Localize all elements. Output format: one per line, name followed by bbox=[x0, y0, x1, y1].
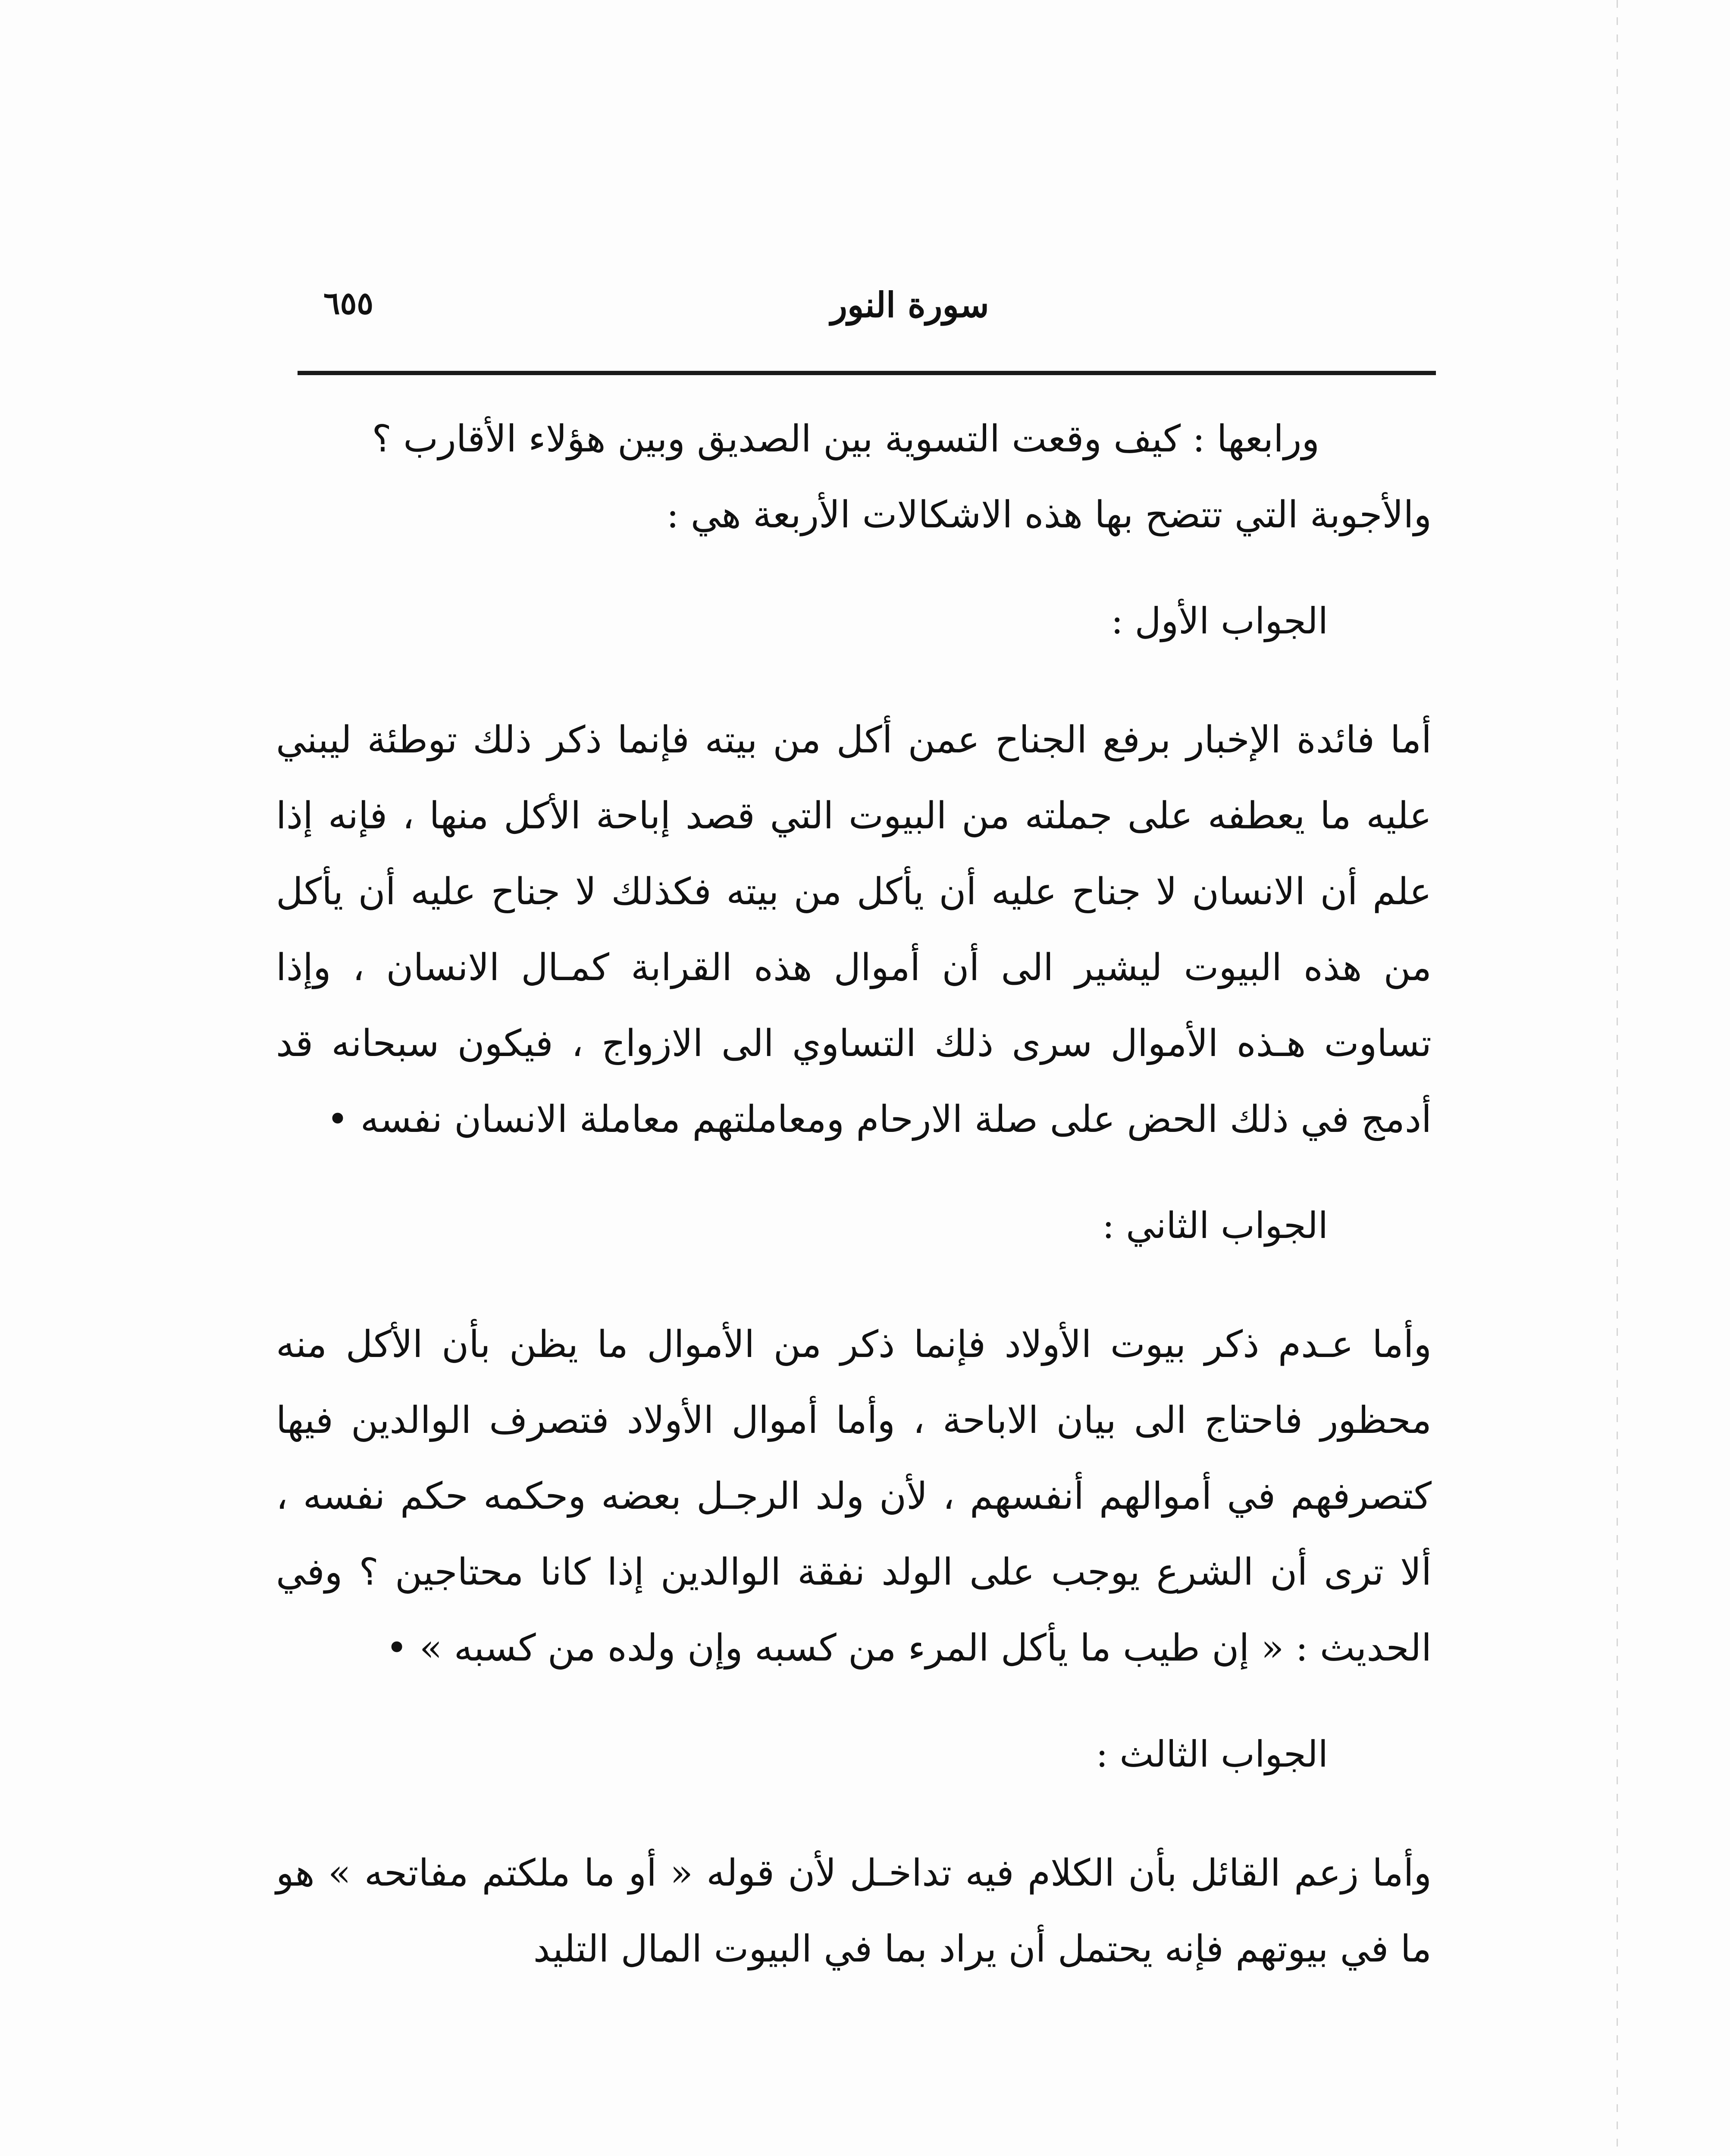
page-number: ٦٥٥ bbox=[323, 285, 374, 321]
page-header bbox=[298, 276, 1436, 354]
answer-3-heading: الجواب الثالث : bbox=[1096, 1733, 1328, 1775]
spacer bbox=[276, 1686, 1432, 1716]
answer-1-heading: الجواب الأول : bbox=[1111, 600, 1328, 642]
spacer bbox=[276, 1157, 1432, 1188]
spacer bbox=[276, 553, 1432, 583]
answer-2-heading: الجواب الثاني : bbox=[1102, 1204, 1328, 1247]
header-divider bbox=[298, 371, 1436, 375]
intro-line-2: والأجوبة التي تتضح بها هذه الاشكالات الأربعة هي : bbox=[666, 493, 1432, 536]
answer-2-paragraph: وأما عـدم ذكر بيوت الأولاد فإنما ذكر من الأموال ما يظن بأن الأكل منه محظور فاحتاج الى بيان الاباحة ، وأما أموال الأولاد فتصرف الوالدين فيها كتصرفهم في أموالهم أنفسهم ، لأن ولد الرجـل بعضه وحكمه حكم نفسه ، ألا ترى أن الشرع يوجب على الولد نفقة الوالدين إذا كانا محتاجين ؟ وفي الحديث : « إن طيب ما يأكل المرء من كسبه وإن ولده من كسبه » • bbox=[276, 1323, 1432, 1670]
spacer bbox=[276, 659, 1432, 702]
spacer bbox=[276, 1792, 1432, 1835]
spacer bbox=[276, 1263, 1432, 1307]
answer-3-paragraph: وأما زعم القائل بأن الكلام فيه تداخـل لأن قوله « أو ما ملكتم مفاتحه » هو ما في بيوتهم فإنه يحتمل أن يراد بما في البيوت المال التليد bbox=[276, 1852, 1432, 1971]
scan-margin-mark bbox=[1617, 0, 1618, 2156]
answer-1-paragraph: أما فائدة الإخبار برفع الجناح عمن أكل من بيته فإنما ذكر ذلك توطئة ليبني عليه ما يعطفه على جملته من البيوت التي قصد إباحة الأكل منها ، فإنه إذا علم أن الانسان لا جناح عليه أن يأكل من بيته فكذلك لا جناح عليه أن يأكل من هذه البيوت ليشير الى أن أموال هذه القرابة كمـال الانسان ، وإذا تساوت هـذه الأموال سرى ذلك التساوي الى الازواج ، فيكون سبحانه قد أدمج في ذلك الحض على صلة الارحام ومعاملتهم معاملة الانسان نفسه • bbox=[276, 718, 1432, 1141]
page-body bbox=[276, 401, 1432, 1987]
running-title: سورة النور bbox=[831, 285, 989, 325]
intro-line-1: ورابعها : كيف وقعت التسوية بين الصديق وبين هؤلاء الأقارب ؟ bbox=[372, 417, 1319, 461]
